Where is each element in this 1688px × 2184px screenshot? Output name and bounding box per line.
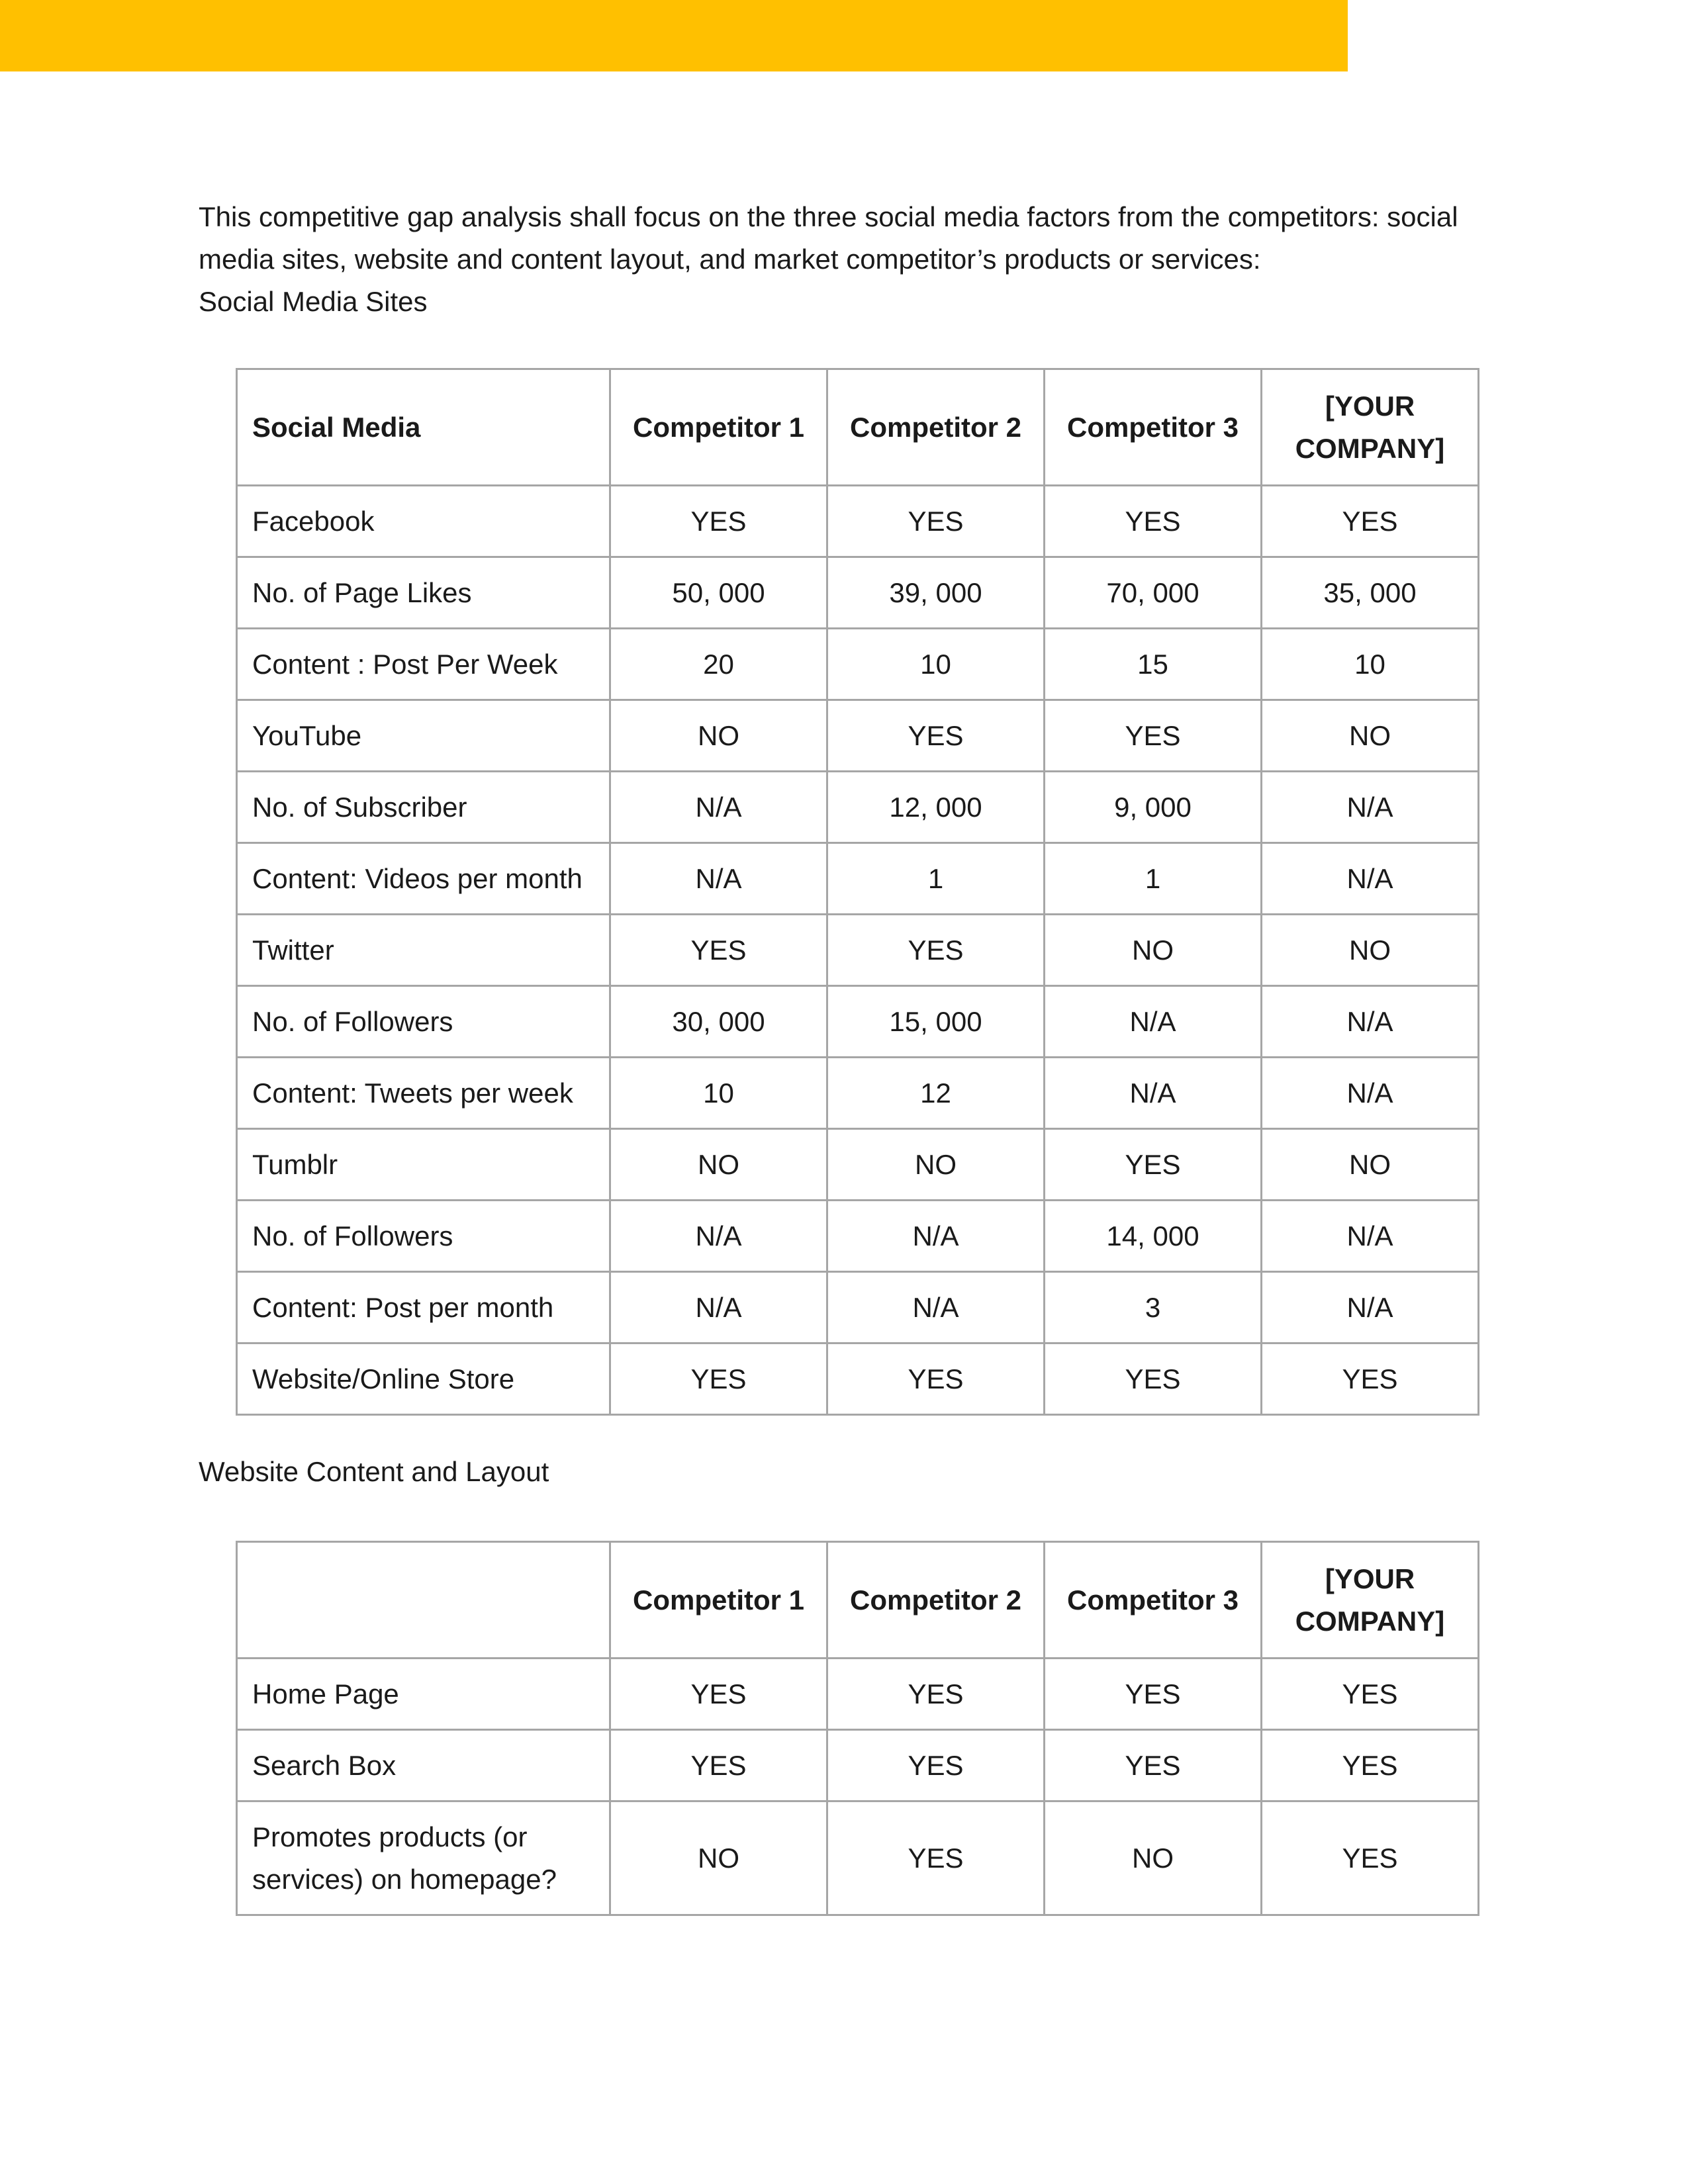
- table-cell: 10: [827, 629, 1045, 700]
- table-cell: 35, 000: [1262, 557, 1479, 629]
- table-cell: YES: [1262, 1343, 1479, 1415]
- column-header: [YOUR COMPANY]: [1262, 369, 1479, 486]
- table-cell: 3: [1045, 1272, 1262, 1343]
- table-cell: NO: [610, 700, 827, 772]
- row-label: Content: Tweets per week: [237, 1058, 610, 1129]
- table-cell: N/A: [1045, 986, 1262, 1058]
- table-cell: 10: [610, 1058, 827, 1129]
- row-label: Content: Videos per month: [237, 843, 610, 915]
- table-cell: YES: [827, 1659, 1045, 1730]
- row-label: No. of Followers: [237, 1201, 610, 1272]
- website-content-table: [236, 1541, 1479, 1916]
- column-header: Competitor 3: [1045, 1542, 1262, 1659]
- table-cell: NO: [1045, 1801, 1262, 1915]
- table-row: [237, 1058, 1479, 1129]
- row-label: YouTube: [237, 700, 610, 772]
- table-cell: 12: [827, 1058, 1045, 1129]
- table-cell: YES: [827, 486, 1045, 557]
- table-row: [237, 486, 1479, 557]
- table-cell: NO: [1045, 915, 1262, 986]
- table-cell: NO: [1262, 915, 1479, 986]
- table-cell: 14, 000: [1045, 1201, 1262, 1272]
- table-cell: 10: [1262, 629, 1479, 700]
- table-header-row: [237, 369, 1479, 486]
- table-cell: YES: [827, 700, 1045, 772]
- table-cell: YES: [610, 1343, 827, 1415]
- table-row: [237, 986, 1479, 1058]
- table-cell: NO: [610, 1129, 827, 1201]
- column-header: Competitor 1: [610, 369, 827, 486]
- social-media-table: [236, 368, 1479, 1416]
- section-heading-website-content-layout: Website Content and Layout: [199, 1456, 549, 1487]
- table-cell: NO: [1262, 1129, 1479, 1201]
- table-cell: YES: [1045, 1343, 1262, 1415]
- row-label: Twitter: [237, 915, 610, 986]
- table-row: [237, 1201, 1479, 1272]
- table-cell: 15, 000: [827, 986, 1045, 1058]
- table-cell: 70, 000: [1045, 557, 1262, 629]
- table-row: [237, 700, 1479, 772]
- column-header: Competitor 3: [1045, 369, 1262, 486]
- table-cell: YES: [827, 1730, 1045, 1801]
- table-cell: 1: [827, 843, 1045, 915]
- row-label: Facebook: [237, 486, 610, 557]
- table-cell: YES: [1262, 1801, 1479, 1915]
- table-row: [237, 1129, 1479, 1201]
- table-cell: N/A: [610, 772, 827, 843]
- table-row: [237, 1272, 1479, 1343]
- table-cell: 9, 000: [1045, 772, 1262, 843]
- row-label: Content : Post Per Week: [237, 629, 610, 700]
- table-cell: YES: [1045, 700, 1262, 772]
- table-cell: YES: [1262, 1659, 1479, 1730]
- table-cell: YES: [610, 486, 827, 557]
- row-label: No. of Page Likes: [237, 557, 610, 629]
- table-cell: N/A: [827, 1201, 1045, 1272]
- table-cell: YES: [1262, 486, 1479, 557]
- column-header: Competitor 2: [827, 1542, 1045, 1659]
- table-row: [237, 772, 1479, 843]
- table-cell: 15: [1045, 629, 1262, 700]
- table-cell: N/A: [1262, 772, 1479, 843]
- table-row: [237, 1801, 1479, 1915]
- table-cell: YES: [827, 1343, 1045, 1415]
- table-cell: YES: [610, 915, 827, 986]
- table-cell: 50, 000: [610, 557, 827, 629]
- table-cell: N/A: [1045, 1058, 1262, 1129]
- column-header: [YOUR COMPANY]: [1262, 1542, 1479, 1659]
- table-cell: YES: [1045, 486, 1262, 557]
- table-cell: N/A: [1262, 1272, 1479, 1343]
- table-cell: YES: [610, 1730, 827, 1801]
- table-cell: YES: [827, 915, 1045, 986]
- table-cell: 1: [1045, 843, 1262, 915]
- intro-paragraph: This competitive gap analysis shall focus on the three social media factors from the competitors: social media sites, website and content layout, and market competitor’s products or services:: [199, 201, 1458, 275]
- table-cell: YES: [1262, 1730, 1479, 1801]
- row-label: No. of Followers: [237, 986, 610, 1058]
- table-cell: YES: [827, 1801, 1045, 1915]
- row-label: No. of Subscriber: [237, 772, 610, 843]
- table-cell: 12, 000: [827, 772, 1045, 843]
- table-cell: 30, 000: [610, 986, 827, 1058]
- table-cell: YES: [610, 1659, 827, 1730]
- table-cell: N/A: [610, 1201, 827, 1272]
- column-header: [237, 1542, 610, 1659]
- table-cell: NO: [610, 1801, 827, 1915]
- row-label: Tumblr: [237, 1129, 610, 1201]
- table-cell: N/A: [610, 843, 827, 915]
- table-cell: YES: [1045, 1129, 1262, 1201]
- table-row: [237, 1343, 1479, 1415]
- table-row: [237, 557, 1479, 629]
- row-label: Home Page: [237, 1659, 610, 1730]
- table-cell: N/A: [610, 1272, 827, 1343]
- table-cell: N/A: [1262, 843, 1479, 915]
- table-cell: 39, 000: [827, 557, 1045, 629]
- table-cell: N/A: [1262, 1058, 1479, 1129]
- table-cell: 20: [610, 629, 827, 700]
- table-cell: N/A: [827, 1272, 1045, 1343]
- column-header: Competitor 2: [827, 369, 1045, 486]
- table-row: [237, 1730, 1479, 1801]
- table-header-row: [237, 1542, 1479, 1659]
- row-label: Promotes products (or services) on homepage?: [237, 1801, 610, 1915]
- table-cell: YES: [1045, 1659, 1262, 1730]
- column-header: Competitor 1: [610, 1542, 827, 1659]
- row-label: Website/Online Store: [237, 1343, 610, 1415]
- header-accent-bar: [0, 0, 1348, 71]
- table-cell: N/A: [1262, 986, 1479, 1058]
- row-label: Content: Post per month: [237, 1272, 610, 1343]
- table-cell: YES: [1045, 1730, 1262, 1801]
- table-cell: N/A: [1262, 1201, 1479, 1272]
- row-label: Search Box: [237, 1730, 610, 1801]
- table-cell: NO: [1262, 700, 1479, 772]
- column-header: Social Media: [237, 369, 610, 486]
- table-row: [237, 915, 1479, 986]
- table-row: [237, 1659, 1479, 1730]
- table-cell: NO: [827, 1129, 1045, 1201]
- table-row: [237, 629, 1479, 700]
- section-heading-social-media-sites: Social Media Sites: [199, 286, 428, 317]
- table-row: [237, 843, 1479, 915]
